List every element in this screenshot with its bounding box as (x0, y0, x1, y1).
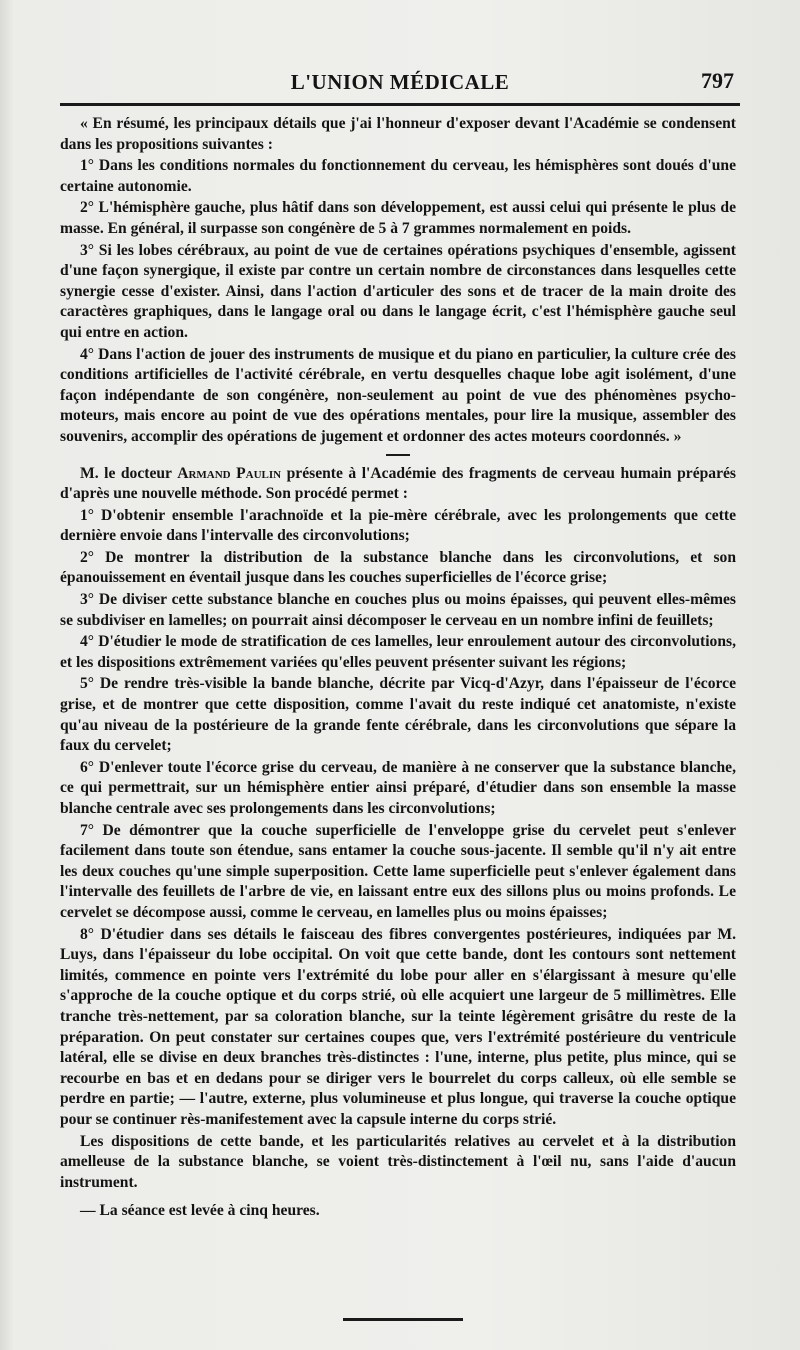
method-item-5: 5° De rendre très-visible la bande blanche, décrite par Vicq-d'Azyr, dans l'épaisseur de l'écorce grise, et de montrer que cette disposition, comme l'avait du reste indiqué cet anatomiste, n'existe qu'au niveau de la postérieure de la grande fente cérébrale, dans les circonvolutions que sépare la faux du cervelet; (60, 675, 736, 755)
method-item-2: 2° De montrer la distribution de la substance blanche dans les circonvolutions, et son épanouissement en éventail jusque dans les couches superficielles de l'écorce grise; (60, 548, 736, 587)
proposition-3: 3° Si les lobes cérébraux, au point de vue de certaines opérations psychiques d'ensemble, agissent d'une façon synergique, il existe par contre un certain nombre de circonstances dans lesquelles cette synergie cesse d'exister. Ainsi, dans l'action d'articuler des sons et de tracer de la main droite des caractères graphiques, dans le langage oral ou dans le langage écrit, c'est l'hémisphère gauche seul qui entre en action. (60, 241, 736, 341)
section-separator (386, 454, 410, 456)
proposition-2: 2° L'hémisphère gauche, plus hâtif dans son développement, est aussi celui qui présente le plus de masse. En général, il surpasse son congénère de 5 à 7 grammes normalement en poids. (60, 199, 736, 237)
paulin-intro-paragraph (60, 464, 736, 505)
proposition-1: 1° Dans les conditions normales du fonctionnement du cerveau, les hémisphères sont doués d'une certaine autonomie. (60, 157, 736, 195)
paulin-intro-suffix: présente à l'Académie des fragments de cerveau humain préparés d'après une nouvelle méthode. Son procédé permet : (60, 464, 737, 503)
proposition-4: 4° Dans l'action de jouer des instruments de musique et du piano en particulier, la culture crée des conditions artificielles de l'activité cérébrale, en vertu desquelles chaque lobe agit isolément, d'une façon indépendante de son congénère, non-seulement au point de vue des phénomènes psycho-moteurs, mais encore au point de vue des opérations mentales, pour lire la musique, assembler des souvenirs, accomplir des opérations de jugement et ordonner des actes moteurs coordonnés. » (60, 345, 736, 445)
article-body (60, 114, 736, 1223)
quote-intro-paragraph: « En résumé, les principaux détails que j'ai l'honneur d'exposer devant l'Académie se condensent dans les propositions suivantes : (60, 115, 736, 153)
running-head (60, 66, 740, 96)
header-rule (60, 103, 740, 106)
method-item-1: 1° D'obtenir ensemble l'arachnoïde et la pie-mère cérébrale, avec les prolongements que cette dernière envoie dans l'intervalle des circonvolutions; (60, 506, 736, 545)
method-item-3: 3° De diviser cette substance blanche en couches plus ou moins épaisses, qui peuvent elles-mêmes se subdiviser en lamelles; on pourrait ainsi décomposer le cerveau en un nombre infini de feuillets; (60, 591, 736, 629)
method-item-8: 8° D'étudier dans ses détails le faisceau des fibres convergentes postérieures, indiquées par M. Luys, dans l'épaisseur du lobe occipital. On voit que cette bande, dont les contours sont nettement limités, commence en pointe vers l'extrémité du lobe pour aller en s'élargissant à mesure qu'elle s'approche de la couche optique et du corps strié, où elle acquiert une largeur de 5 millimètres. Elle tranche très-nettement, par sa coloration blanche, sur la teinte légèrement grisâtre du reste de la préparation. On peut constater sur certaines coupes que, vers l'extrémité postérieure du ventricule latéral, elle se divise en deux branches très-distinctes : l'une, interne, plus petite, plus mince, qui se recourbe en bas et en dedans pour se diriger vers le bourrelet du corps calleux, où elle semble se perdre en partie; — l'autre, externe, plus volumineuse et plus longue, qui traverse la couche optique pour se continuer rès-manifestement avec la capsule interne du corps strié. (60, 925, 736, 1128)
paulin-intro-prefix: M. le docteur (80, 464, 178, 482)
method-item-6: 6° D'enlever toute l'écorce grise du cerveau, de manière à ne conserver que la substance blanche, ce qui permettrait, sur un hémisphère entier ainsi préparé, d'étudier dans son ensemble la masse blanche centrale avec ses prolongements dans les circonvolutions; (60, 758, 736, 817)
method-item-7: 7° De démontrer que la couche superficielle de l'enveloppe grise du cervelet peut s'enlever facilement dans toute son étendue, sans entamer la couche sous-jacente. Il semble qu'il n'y ait entre les deux couches qu'une simple superposition. Cette lame superficielle peut s'enlever également dans l'intervalle des feuillets de l'arbre de vie, en laissant entre eux des sillons plus ou moins profonds. Le cervelet se décompose aussi, comme le cerveau, en lamelles plus ou moins épaisses; (60, 821, 736, 921)
author-last-name: Paulin (236, 464, 282, 482)
page-number: 797 (701, 68, 734, 93)
method-item-4: 4° D'étudier le mode de stratification de ces lamelles, leur enroulement autour des circonvolutions, et les dispositions extrêmement variées qu'elles peuvent présenter suivant les régions; (60, 633, 736, 671)
author-first-name: Armand (177, 464, 231, 482)
running-title: L'UNION MÉDICALE (290, 70, 510, 94)
footer-rule (343, 1318, 463, 1321)
dispositions-paragraph: Les dispositions de cette bande, et les particularités relatives au cervelet et à la distribution amelleuse de la substance blanche, se voient très-distinctement à l'œil nu, sans l'aide d'aucun instrument. (60, 1132, 736, 1191)
closing-line: — La séance est levée à cinq heures. (80, 1202, 320, 1220)
